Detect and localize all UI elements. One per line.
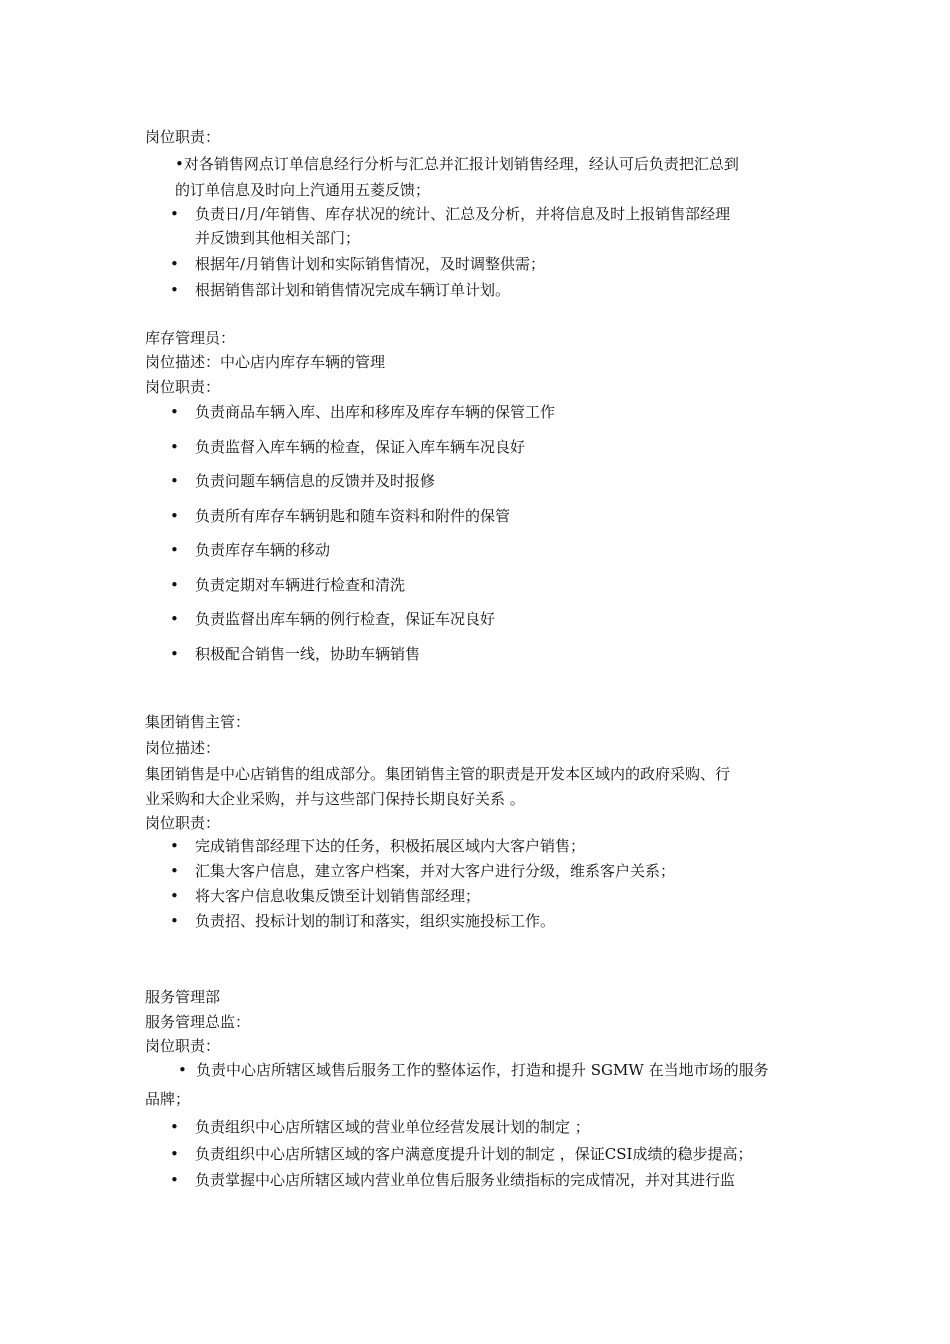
- section4-item1-line1: 负责中心店所辖区域售后服务工作的整体运作，打造和提升 SGMW 在当地市场的服务: [196, 1061, 769, 1079]
- bullet-icon: •: [170, 1145, 179, 1163]
- section3-desc-heading: 岗位描述：: [145, 739, 221, 757]
- bullet-icon: •: [170, 837, 179, 855]
- list-item: 负责库存车辆的移动: [195, 541, 331, 559]
- list-item: 积极配合销售一线，协助车辆销售: [195, 645, 421, 663]
- bullet-icon: •: [178, 1061, 187, 1079]
- bullet-icon: •: [170, 255, 179, 273]
- section1-item2-line1: 负责日/月/年销售、库存状况的统计、汇总及分析，并将信息及时上报销售部经理: [195, 205, 731, 223]
- section3-title: 集团销售主管：: [145, 713, 251, 731]
- bullet-icon: •: [170, 205, 179, 223]
- section3-desc-line1: 集团销售是中心店销售的组成部分。集团销售主管的职责是开发本区域内的政府采购、行: [145, 765, 731, 783]
- section2-title: 库存管理员：: [145, 329, 236, 347]
- section2-heading: 岗位职责：: [145, 378, 221, 396]
- list-item: 负责问题车辆信息的反馈并及时报修: [195, 472, 436, 490]
- bullet-icon: •: [170, 912, 179, 930]
- bullet-icon: •: [170, 610, 179, 628]
- bullet-icon: •: [170, 281, 179, 299]
- list-item: 汇集大客户信息，建立客户档案，并对大客户进行分级，维系客户关系；: [195, 862, 676, 880]
- list-item: 负责掌握中心店所辖区域内营业单位售后服务业绩指标的完成情况，并对其进行监: [195, 1171, 736, 1189]
- section4-item1-line2: 品牌；: [145, 1090, 191, 1108]
- section2-desc: 岗位描述：中心店内库存车辆的管理: [145, 353, 386, 371]
- section1-item2-line2: 并反馈到其他相关部门；: [195, 229, 361, 247]
- bullet-icon: •: [170, 438, 179, 456]
- section3-heading: 岗位职责：: [145, 814, 221, 832]
- bullet-icon: •: [170, 887, 179, 905]
- list-item: 负责招、投标计划的制订和落实，组织实施投标工作。: [195, 912, 556, 930]
- list-item: 完成销售部经理下达的任务，积极拓展区域内大客户销售；: [195, 837, 586, 855]
- section1-item1-line1: •对各销售网点订单信息经行分析与汇总并汇报计划销售经理，经认可后负责把汇总到: [175, 155, 739, 173]
- section3-desc-line2: 业采购和大企业采购，并与这些部门保持长期良好关系 。: [145, 790, 525, 808]
- list-item: 负责所有库存车辆钥匙和随车资料和附件的保管: [195, 507, 511, 525]
- section1-heading: 岗位职责：: [145, 128, 221, 146]
- list-item: 负责商品车辆入库、出库和移库及库存车辆的保管工作: [195, 403, 556, 421]
- section1-item1-line2: 的订单信息及时向上汽通用五菱反馈；: [175, 181, 431, 199]
- list-item: 负责监督入库车辆的检查，保证入库车辆车况良好: [195, 438, 526, 456]
- list-item: 负责组织中心店所辖区域的营业单位经营发展计划的制定 ；: [195, 1118, 590, 1136]
- bullet-icon: •: [170, 472, 179, 490]
- section4-title: 服务管理总监：: [145, 1013, 251, 1031]
- section1-item4: 根据销售部计划和销售情况完成车辆订单计划。: [195, 281, 511, 299]
- bullet-icon: •: [170, 1171, 179, 1189]
- list-item: 负责监督出库车辆的例行检查，保证车况良好: [195, 610, 496, 628]
- bullet-icon: •: [170, 403, 179, 421]
- bullet-icon: •: [170, 1118, 179, 1136]
- list-item: 将大客户信息收集反馈至计划销售部经理；: [195, 887, 481, 905]
- bullet-icon: •: [170, 541, 179, 559]
- section4-heading: 岗位职责：: [145, 1037, 221, 1055]
- bullet-icon: •: [170, 507, 179, 525]
- list-item: 负责组织中心店所辖区域的客户满意度提升计划的制定 ，保证CSI成绩的稳步提高；: [195, 1145, 753, 1163]
- list-item: 负责定期对车辆进行检查和清洗: [195, 576, 406, 594]
- section4-dept: 服务管理部: [145, 988, 221, 1006]
- bullet-icon: •: [170, 645, 179, 663]
- bullet-icon: •: [170, 862, 179, 880]
- bullet-icon: •: [170, 576, 179, 594]
- section1-item3: 根据年/月销售计划和实际销售情况，及时调整供需；: [195, 255, 546, 273]
